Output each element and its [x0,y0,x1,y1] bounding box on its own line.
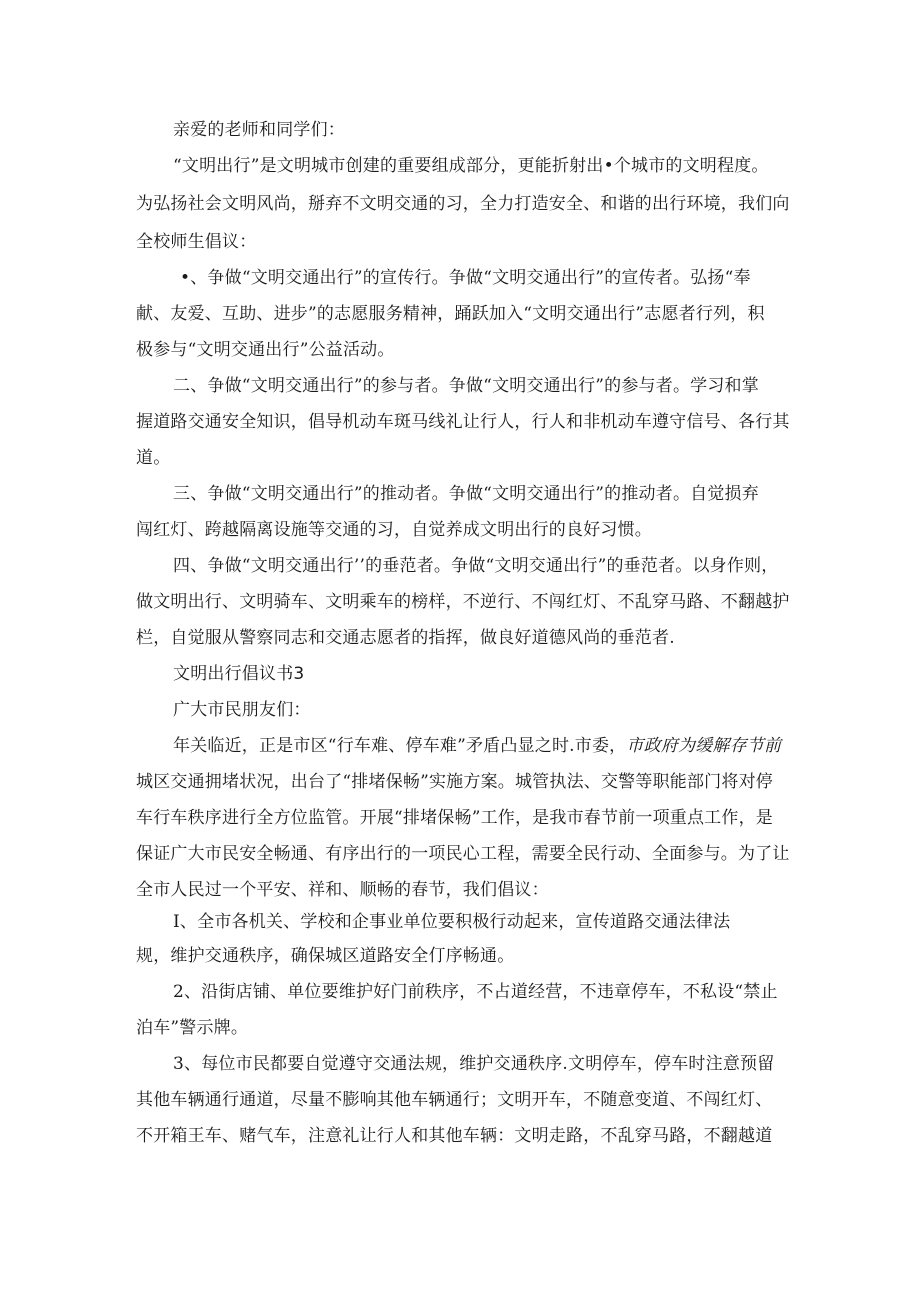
paragraph-line: 栏，自觉服从警察同志和交通志愿者的指挥，做良好道德风尚的垂范者. [136,628,675,648]
paragraph-line: 四、争做“文明交通出行’’的垂范者。争做“文明交通出行”的垂范者。以身作则， [173,556,779,576]
paragraph-line: 2、沿街店铺、单位要维护好门前秩序，不占道经营，不违章停车，不私设“禁止 [173,982,778,1002]
paragraph-line: 为弘扬社会文明风尚，掰弃不文明交通的习，全力打造安全、和谐的出行环境，我们向 [136,194,790,214]
paragraph-line: 其他车辆通行通道，尽量不膨响其他车辆通行；文明开车，不随意变道、不闯红灯、 [136,1090,773,1110]
paragraph-line: 规，维护交通秩序，确保城区道路安全仃序畅通。 [136,946,515,966]
paragraph-line: I、全市各机关、学校和企事业单位要积极行动起来，宣传道路交通法律法 [173,912,731,932]
line-text: 年关临近，正是市区“行车难、停车难”矛盾凸显之时.市委， [173,736,627,756]
paragraph-line [173,734,781,758]
paragraph-line: 道。 [136,448,171,468]
italic-fragment: 市政府为缓解存节前 [626,736,782,756]
paragraph-line: 3、每位市民都要自觉遵守交通法规，维护交通秩序.文明停车，停车时注意预留 [173,1054,775,1074]
paragraph-line: 极参与“文明交通出行”公益活动。 [136,340,395,360]
paragraph-line: 三、争做“文明交通出行”的推动者。争做“文明交通出行”的推动者。自觉损弃 [173,484,759,504]
paragraph-line: 保证广大市民安全畅通、有序出行的一项民心工程，需要全民行动、全面参与。为了让 [136,844,790,864]
paragraph-line: 不开箱王车、赌气车，注意礼让行人和其他车辆：文明走路，不乱穿马路，不翻越道 [136,1126,773,1146]
paragraph-line: 车行车秩序进行全方位监管。开展“排堵保畅”工作，是我市春节前一项重点工作，是 [136,808,773,828]
paragraph-line: 二、争做“文明交通出行”的参与者。争做“文明交通出行”的参与者。学习和掌 [173,376,759,396]
paragraph-line: 握道路交通安全知识，倡导机动车斑马线礼让行人，行人和非机动车遵守信号、各行其 [136,412,790,432]
paragraph-line: 全市人民过一个平安、祥和、顺畅的春节，我们倡议： [136,880,549,900]
paragraph-line: 做文明出行、文明骑车、文明乘车的榜样，不逆行、不闯红灯、不乱穿马路、不翻越护 [136,592,790,612]
salutation: 广大市民朋友们： [173,700,311,720]
paragraph-line: 泊车”警示牌。 [136,1018,249,1038]
paragraph-line: •、争做“文明交通出行”的宣传行。争做“文明交通出行”的宣传者。弘扬“奉 [180,268,751,288]
paragraph-line: 城区交通拥堵状况，出台了“排堵保畅”实施方案。城管执法、交警等职能部门将对停 [136,772,773,792]
paragraph-line: 献、友爱、互助、进步”的志愿服务精神，踊跃加入“文明交通出行”志愿者行列，积 [136,304,765,324]
paragraph-line: 闯红灯、跨越隔离设施等交通的习，自觉养成文明出行的良好习惯。 [136,520,652,540]
paragraph-line: “文明出行”是文明城市创建的重要组成部分，更能折射出•个城市的文明程度。 [173,156,769,176]
section-heading: 文明出行倡议书3 [173,664,305,684]
paragraph-line: 全校师生倡议： [136,232,257,252]
salutation: 亲爱的老师和同学们： [173,120,345,140]
